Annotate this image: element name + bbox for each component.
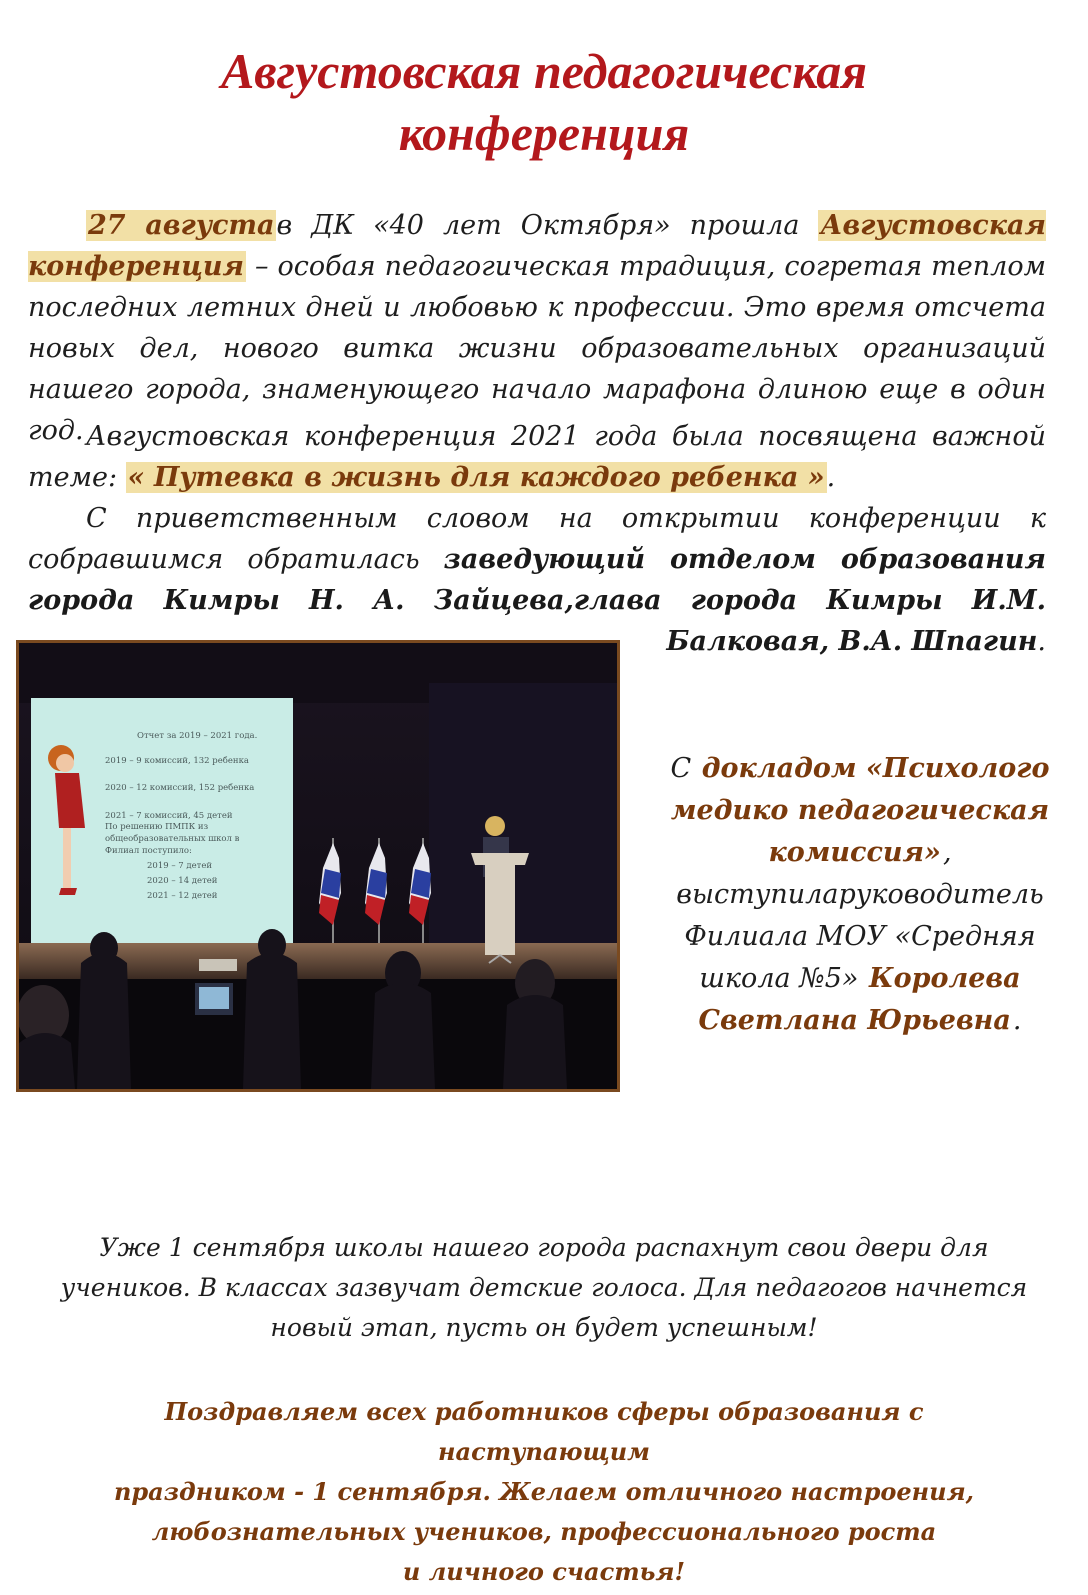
screen-line: 2019 – 9 комиссий, 132 ребенка [105, 756, 249, 766]
theme-end: . [826, 462, 836, 493]
greeting-paragraph [28, 498, 1046, 662]
screen-line: общеобразовательных школ в [105, 834, 240, 844]
theme-paragraph [28, 416, 1046, 498]
conference-highlight: Августовская конференция [28, 210, 1046, 282]
closing-paragraph: Уже 1 сентября школы нашего города распахнут свои двери для учеников. В классах зазвучат детские голоса. Для педагогов начнется новый этап, пусть он будет успешным! [60, 1233, 1028, 1342]
screen-line: 2020 – 14 детей [147, 876, 218, 886]
date-highlight: 27 августа [88, 210, 275, 241]
report-speaker: Королева Светлана Юрьевна [698, 963, 1021, 1036]
screen-line: Филиал поступило: [105, 846, 192, 856]
report-prefix: С [670, 753, 700, 784]
congrats-line-2: праздником - 1 сентября. Желаем отличного настроения, [113, 1477, 975, 1506]
screen-line: 2021 – 12 детей [147, 891, 218, 901]
report-end: . [1012, 1005, 1022, 1036]
title-line-2: конференция [398, 105, 690, 161]
screen-line: 2019 – 7 детей [147, 861, 213, 871]
greeting-speakers: заведующий отделом образования города Кимры Н. А. Зайцева,глава города Кимры И.М. Балковая, В.А. Шпагин [28, 544, 1046, 657]
congrats-line-3: любознательных учеников, профессионального роста [151, 1517, 937, 1546]
theme-topic-highlight: « Путевка в жизнь для каждого ребенка » [127, 462, 825, 493]
title-line-1: Августовская педагогическая [220, 43, 868, 99]
page-title [0, 40, 1088, 164]
intro-text-a: в ДК «40 лет Октября» прошла [276, 210, 819, 241]
report-middle: , выступиларуководитель Филиала МОУ «Средняя школа №5» [676, 837, 1044, 994]
congratulations [60, 1392, 1028, 1592]
screen-line: Отчет за 2019 – 2021 года. [137, 731, 258, 741]
intro-paragraph [28, 205, 1046, 451]
report-topic: докладом «Психолого медико педагогическая комиссия» [670, 753, 1050, 868]
report-paragraph [645, 748, 1075, 1042]
intro-text-b: – особая педагогическая традиция, согретая теплом последних летних дней и любовью к профессии. Это время отсчета новых дел, нового витка жизни образовательных организаций нашего города, знаменующего начало марафона длиною еще в один год. [28, 251, 1046, 446]
screen-line: По решению ПМПК из [105, 822, 209, 832]
congrats-line-4: и личного счастья! [402, 1557, 686, 1586]
screen-line: 2021 – 7 комиссий, 45 детей [105, 811, 233, 821]
congrats-line-1: Поздравляем всех работников сферы образования с наступающим [164, 1397, 924, 1466]
screen-line: 2020 – 12 комиссий, 152 ребенка [105, 783, 255, 793]
greeting-text: С приветственным словом на открытии конференции к собравшимся обратилась [28, 503, 1046, 575]
theme-text: Августовская конференция 2021 года была посвящена важной теме: [28, 421, 1046, 493]
greeting-end: . [1037, 626, 1046, 657]
stage-scene [19, 643, 617, 1089]
conference-photo [16, 640, 620, 1092]
